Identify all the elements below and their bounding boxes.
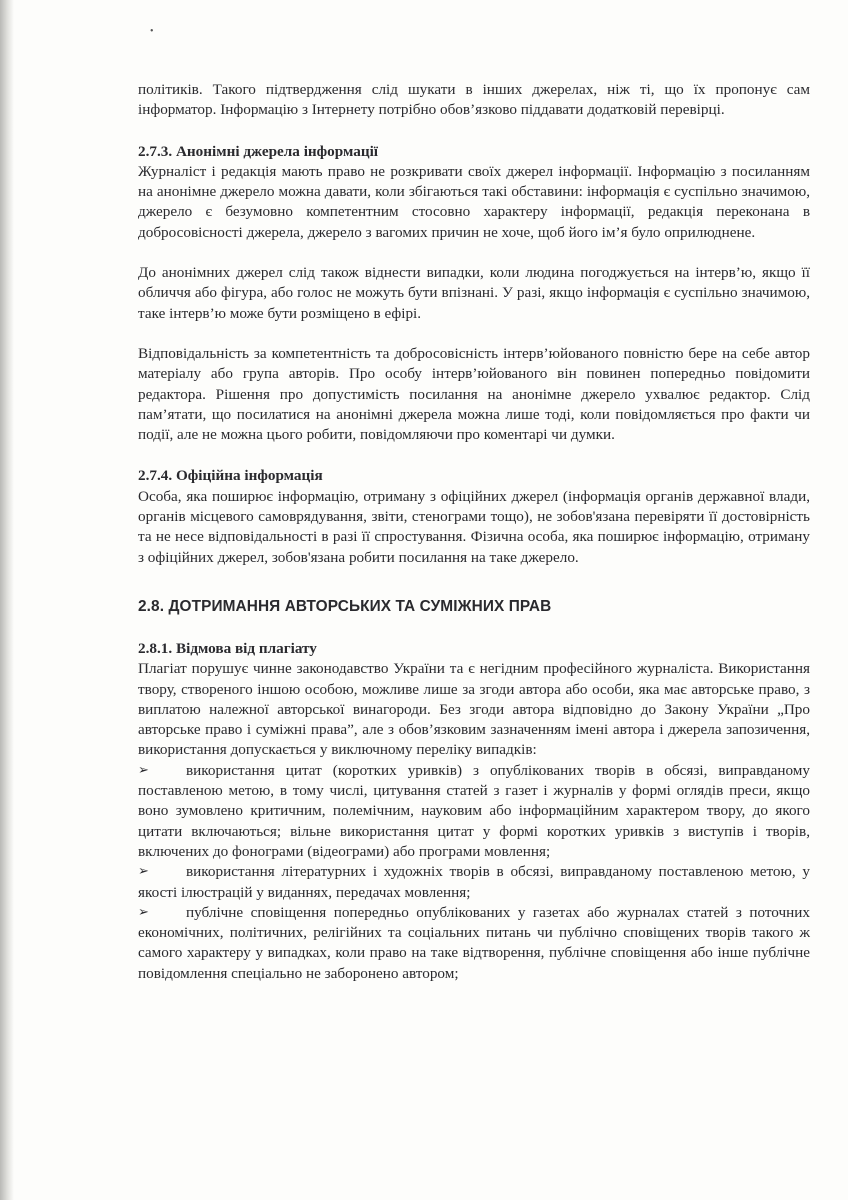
section-2-7-3-paragraph-1: Журналіст і редакція мають право не розкривати своїх джерел інформації. Інформацію з посиланням на анонімне джерело можна давати, коли збігаються такі обставини: інформація є суспільно значимою, джерело є безумовно компетентним стосовно характеру інформації, редакція переконана в добросовісності джерела, джерело з вагомих причин не хоче, щоб його ім’я було оприлюднене.	[138, 162, 810, 241]
section-2-8-1-heading: 2.8.1. Відмова від плагіату	[138, 639, 317, 657]
section-2-7-4-paragraph: Особа, яка поширює інформацію, отриману з офіційних джерел (інформація органів державної влади, органів місцевого самоврядування, звіти, стенограми тощо), не зобов'язана перевіряти її достовірність та не несе відповідальності в разі її спростування. Фізична особа, яка поширює інформацію, отриману з офіційних джерел, зобов'язана робити посилання на таке джерело.	[138, 487, 810, 566]
list-item	[138, 761, 810, 862]
spacer	[138, 243, 810, 263]
spacer	[138, 568, 810, 596]
document-page	[138, 80, 810, 984]
list-item-text: публічне сповіщення попередньо опублікованих у газетах або журналах статей з поточних економічних, політичних, релігійних та соціальних питань чи публічно сповіщених творів такого ж самого характеру у випадках, коли право на таке відтворення, публічне сповіщення або інше публічне повідомлення спеціально не заборонено автором;	[138, 903, 810, 982]
section-2-7-3-paragraph-3: Відповідальність за компетентність та добросовісність інтерв’юйованого повністю бере на себе автор матеріалу або група авторів. Про особу інтерв’юйованого він повинен попередньо повідомити редактора. Рішення про допустимість посилання на анонімне джерело ухвалює редактор. Слід пам’ятати, що посилатися на анонімні джерела можна лише тоді, коли повідомляється про факти чи події, але не можна цього робити, повідомляючи про коментарі чи думки.	[138, 344, 810, 444]
scan-page-edge-shadow	[0, 0, 14, 1200]
section-2-7-3-paragraph-2: До анонімних джерел слід також віднести випадки, коли людина погоджується на інтерв’ю, якщо її обличчя або фігура, або голос не можуть бути впізнані. У разі, якщо інформація є суспільно значимою, таке інтерв’ю може бути розміщено в ефірі.	[138, 264, 810, 322]
bullet-arrow-icon: ➢	[138, 762, 149, 778]
list-item	[138, 903, 810, 984]
bullet-arrow-icon: ➢	[138, 904, 149, 920]
section-2-7-3-heading: 2.7.3. Анонімні джерела інформації	[138, 142, 379, 160]
list-item	[138, 862, 810, 903]
spacer	[138, 121, 810, 142]
section-2-7-4-heading: 2.7.4. Офіційна інформація	[138, 467, 323, 485]
spacer	[138, 445, 810, 466]
bullet-arrow-icon: ➢	[138, 864, 149, 880]
spacer	[138, 324, 810, 344]
intro-paragraph: політиків. Такого підтвердження слід шукати в інших джерелах, ніж ті, що їх пропонує сам інформатор. Інформацію з Інтернету потрібно обов’язково піддавати додатковій перевірці.	[138, 81, 810, 119]
section-2-8-heading: 2.8. ДОТРИМАННЯ АВТОРСЬКИХ ТА СУМІЖНИХ ПРАВ	[138, 597, 552, 615]
spacer	[138, 618, 810, 639]
list-item-text: використання цитат (коротких уривків) з опублікованих творів в обсязі, виправданому поставленою метою, в тому числі, цитування статей з газет і журналів у формі оглядів преси, якщо воно зумовлено критичним, полемічним, науковим або інформаційним характером твору, до якого цитати включаються; вільне використання цитат у формі коротких уривків з виступів і творів, включених до фонограми (відеограми) або програми мовлення;	[138, 761, 810, 860]
scan-speck: •	[150, 26, 154, 37]
list-item-text: використання літературних і художніх творів в обсязі, виправданому поставленою метою, у якості ілюстрацій у виданнях, передачах мовлення;	[138, 863, 810, 901]
section-2-8-1-paragraph: Плагіат порушує чинне законодавство України та є негідним професійного журналіста. Використання твору, створеного іншою особою, можливе лише за згоди автора або особи, яка має авторське право, з виплатою належної авторської винагороди. Без згоди автора відповідно до Закону України „Про авторське право і суміжні права”, але з обов’язковим зазначенням імені автора і джерела запозичення, використання допускається у виключному переліку випадків:	[138, 660, 810, 759]
